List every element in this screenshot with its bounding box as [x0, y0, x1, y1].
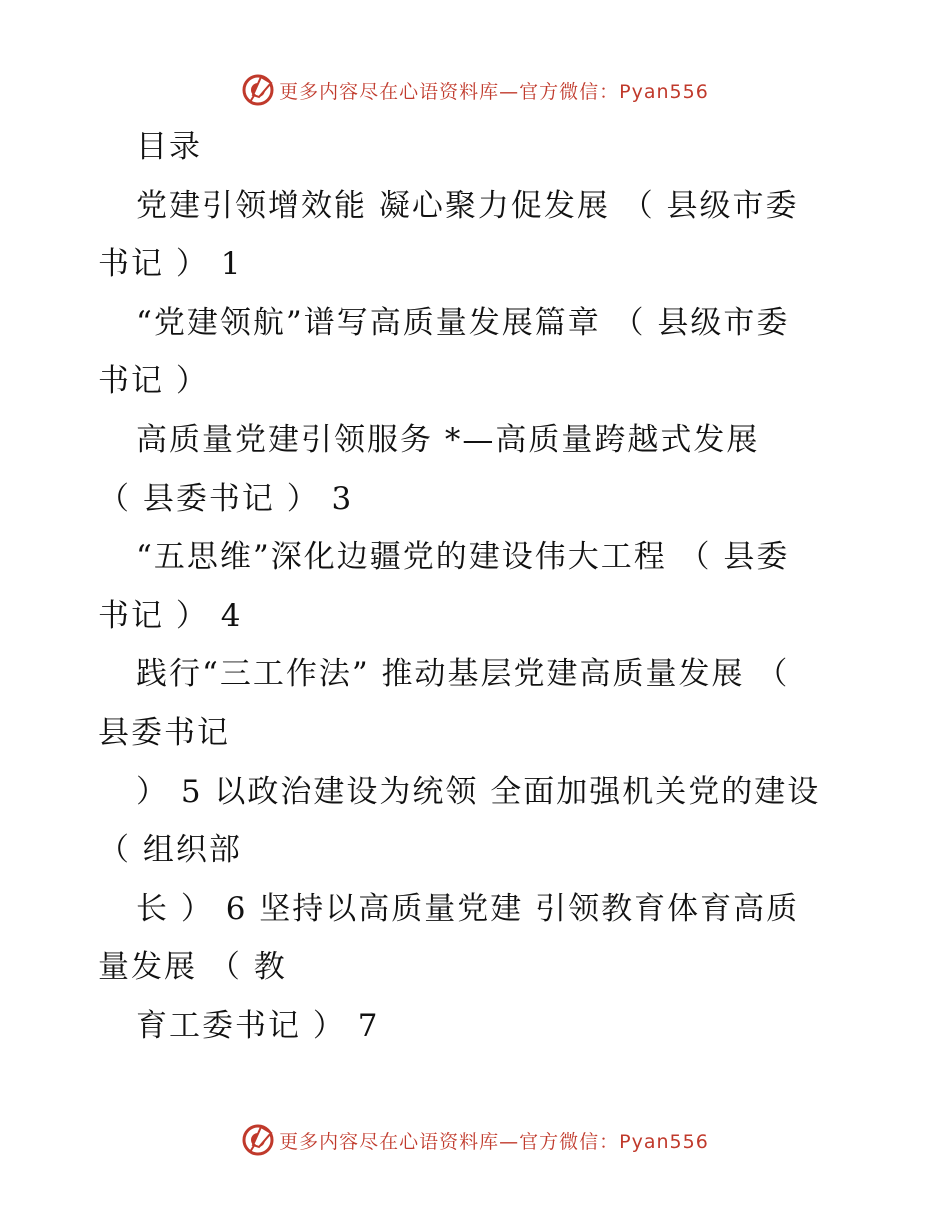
- toc-line: 长 ） 6 坚持以高质量党建 引领教育体育高质: [136, 890, 800, 927]
- toc-line: 党建引领增效能 凝心聚力促发展 （ 县级市委: [136, 187, 799, 224]
- toc-line: 书记 ） 1: [98, 246, 243, 283]
- footer-watermark-banner: [0, 1120, 950, 1160]
- toc-line: “五思维”深化边疆党的建设伟大工程 （ 县委: [136, 539, 790, 576]
- toc-line: 高质量党建引领服务 *—高质量跨越式发展: [136, 421, 760, 458]
- table-of-contents: [98, 118, 858, 1056]
- toc-title: 目录: [136, 129, 202, 165]
- header-watermark-banner: [0, 70, 950, 110]
- toc-line: ） 5 以政治建设为统领 全面加强机关党的建设: [136, 773, 821, 810]
- toc-line: 量发展 （ 教: [98, 949, 287, 986]
- toc-line: 育工委书记 ） 7: [136, 1007, 380, 1044]
- footer-banner-text: 更多内容尽在心语资料库—官方微信：Pyan556: [279, 1130, 709, 1153]
- header-banner-text: 更多内容尽在心语资料库—官方微信：Pyan556: [279, 80, 709, 103]
- toc-line: 县委书记: [98, 714, 230, 751]
- toc-line: 书记 ） 4: [98, 597, 243, 634]
- pen-logo-icon: [241, 1123, 275, 1157]
- toc-line: “党建领航”谱写高质量发展篇章 （ 县级市委: [136, 304, 790, 341]
- toc-line: 践行“三工作法” 推动基层党建高质量发展 （: [136, 656, 790, 693]
- toc-line: （ 县委书记 ） 3: [98, 480, 354, 517]
- toc-line: 书记 ）: [98, 363, 209, 400]
- toc-line: （ 组织部: [98, 832, 242, 869]
- pen-logo-icon: [241, 73, 275, 107]
